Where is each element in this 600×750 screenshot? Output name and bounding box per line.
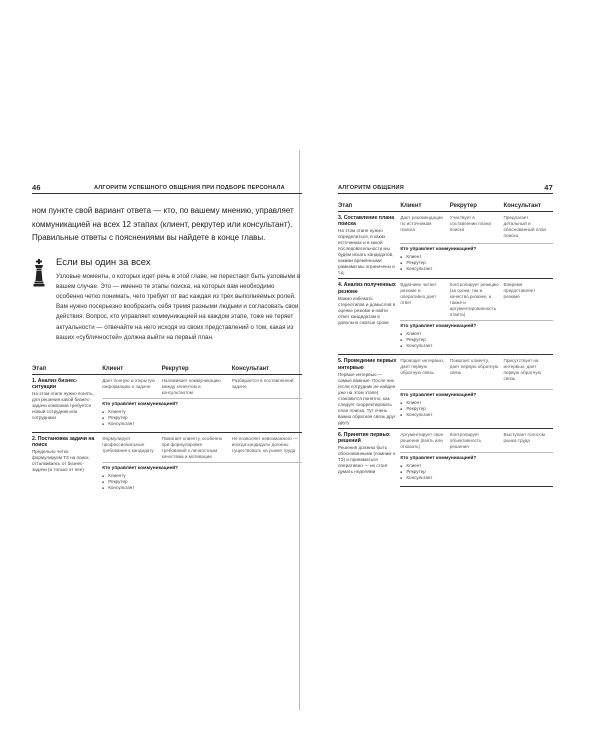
option-item: ■ Консультант — [102, 485, 298, 491]
right-page-number: 47 — [544, 183, 553, 192]
recruiter-cell: Контролирует реакцию (за сроки, так и качество резюме, а также и аргументированность ответа) — [450, 279, 504, 321]
consultant-cell: Разбирается в поставленной задаче — [231, 377, 294, 389]
option-item: ■ Клиент — [400, 331, 549, 337]
stage-description: На этом этапе нужно понять, для решения какой бизнес-задачи компании требуется новый сотрудник или сотрудники — [32, 391, 94, 421]
option-item: ■ Консультант — [400, 412, 549, 418]
col-header-client: Клиент — [400, 202, 449, 212]
intro-paragraph: ном пункте свой вариант ответа — кто, по вашему мнению, управляет коммуникацией на всех 12 этапах (клиент, рекрутер или консультант). Правильные ответы с пояснениями вы найдете в конце главы. — [32, 206, 294, 242]
stage-cell — [338, 428, 400, 486]
stage-description: Решения должны быть обоснованными (помним о ТЗ) и приниматься оперативно — не стоит думать неделями — [338, 445, 396, 475]
option-item: ■ Клиент — [400, 463, 549, 469]
section-title: Если вы один за всех — [56, 256, 151, 268]
client-cell: Проводит интервью, дает первую обратную связь — [400, 355, 449, 389]
stage-cell — [338, 212, 400, 279]
stage-cell — [32, 432, 102, 496]
stage-cell — [32, 374, 102, 432]
left-page — [32, 182, 302, 496]
table-row — [338, 355, 553, 389]
options-list — [400, 400, 549, 418]
stage-description: Важно избежать стереотипов и домыслов в оценке резюме и найти ответ кандидатам в довольно сжатые сроки — [338, 295, 396, 325]
col-header-recruiter: Рекрутер — [162, 365, 232, 375]
table-row — [32, 374, 302, 398]
who-question: Кто управляет коммуникацией? — [400, 455, 477, 461]
option-item: ■ Рекрутер — [102, 479, 298, 485]
right-stage-table — [338, 202, 553, 487]
table-row — [338, 212, 553, 244]
chess-king-icon — [32, 259, 46, 287]
consultant-cell: Вовремя предоставляет резюме — [504, 279, 553, 321]
stage-cell — [338, 355, 400, 428]
col-header-client: Клиент — [102, 365, 161, 375]
stage-title: 3. Составление плана поиска — [338, 215, 395, 228]
stage-description: На этом этапе нужно определиться, в каких источниках и в какой последовательности мы будем искать кандидатов, какими временными рамками мы ограничены и т.д. — [338, 228, 395, 276]
recruiter-cell: Участвует в составлении плана поиска — [449, 215, 491, 232]
stage-cell — [338, 279, 400, 355]
option-item: ■ Рекрутер — [102, 415, 298, 421]
who-cell — [102, 462, 302, 496]
left-page-number: 46 — [32, 183, 41, 192]
stage-title: 6. Принятие первых решений — [338, 431, 390, 445]
consultant-cell: Выступает голосом рынка труда — [504, 428, 553, 452]
option-item: ■ Консультант — [102, 421, 298, 427]
recruiter-cell: Помогает клиенту, дает первую обратную связь — [450, 355, 504, 389]
recruiter-cell: Налаживает коммуникацию между клиентом и консультантом — [161, 377, 221, 395]
option-item: ■ Рекрутер — [400, 406, 549, 412]
left-page-header — [32, 182, 302, 194]
options-list — [400, 463, 549, 481]
option-item: ■ Клиент — [400, 254, 549, 260]
table-row — [338, 428, 553, 452]
client-cell: Вдумчиво читает резюме и оперативно дает ответ — [400, 279, 449, 321]
client-cell: Дает рекомендации по источникам поиска — [400, 215, 443, 232]
client-cell: Дает полную и открытую информацию о задаче — [102, 377, 155, 389]
sidebar-section — [32, 257, 302, 343]
option-item: ■ Консультант — [400, 343, 549, 349]
option-item: ■ Клиенту — [102, 473, 298, 479]
option-item: ■ Рекрутер — [400, 469, 549, 475]
consultant-cell: Не позволяет невозможного — иногда кандидаты должны существовать на рынке труда — [232, 432, 302, 462]
who-question: Кто управляет коммуникацией? — [102, 465, 179, 471]
col-header-stage: Этап — [338, 202, 400, 212]
stage-description: Предельно четко формулируем ТЗ на поиск, отталкиваясь от бизнес-задачи (а только от нее) — [32, 449, 90, 473]
client-cell: Формулирует профессиональные требования к кандидату — [102, 432, 161, 462]
who-question: Кто управляет коммуникацией? — [400, 324, 477, 330]
option-item: ■ Рекрутер — [400, 337, 549, 343]
options-list — [400, 331, 549, 349]
right-page-header — [338, 182, 553, 194]
col-header-consultant: Консультант — [504, 202, 553, 212]
col-header-recruiter: Рекрутер — [450, 202, 504, 212]
stage-title: 5. Проведение первых интервью — [338, 358, 397, 371]
right-page — [338, 182, 553, 487]
table-row — [32, 432, 302, 462]
who-question: Кто управляет коммуникацией? — [400, 246, 477, 252]
option-item: ■ Клиенту — [102, 409, 298, 415]
options-list — [102, 473, 298, 491]
stage-description: Первые интервью — самые важные. После них (если сотрудник не найден уже на этом этапе) становится понятно, как следует скорректировать план поиска. Тут очень важна обратная связь друг другу — [338, 371, 396, 425]
table-header-row — [338, 202, 553, 212]
options-list — [102, 409, 298, 427]
consultant-cell: Присутствует на интервью, дает первую обратную связь — [504, 355, 553, 389]
option-item: ■ Консультант — [400, 475, 549, 481]
option-item: ■ Клиент — [400, 400, 549, 406]
left-stage-table — [32, 365, 302, 496]
col-header-stage: Этап — [32, 365, 102, 375]
col-header-consultant: Консультант — [232, 365, 302, 375]
stage-title: 2. Постановка задачи на поиск — [32, 435, 95, 449]
table-header-row — [32, 365, 302, 375]
who-question: Кто управляет коммуникацией? — [400, 392, 477, 398]
who-cell — [400, 452, 553, 486]
who-cell — [400, 321, 553, 355]
option-item: ■ Рекрутер — [400, 260, 549, 266]
recruiter-cell: Помогает клиенту, особенно при формулировке требований к личностным качествам и мотивации — [162, 432, 232, 462]
consultant-cell: Предлагает детальный и обоснованный план поиска — [503, 215, 547, 238]
who-cell — [400, 389, 553, 428]
left-running-title: АЛГОРИТМ УСПЕШНОГО ОБЩЕНИЯ ПРИ ПОДБОРЕ ПЕРСОНАЛА — [94, 185, 285, 191]
option-item: ■ Консультант — [400, 266, 549, 272]
recruiter-cell: Контролирует объективность решения — [450, 428, 504, 452]
section-paragraph: Узловые моменты, о которых идет речь в этой главе, не перестают быть узловыми в вашем случае. Это — именно те этапы поиска, на которых вам необходимо особенно четко понимать, чего требует от вас каждая из трех выполняемых ролей. Вам нужно посерьезно вообразить себя тремя разными людьми и согласовать свои действия. Вопрос, кто управляет коммуникацией на каждом этапе, тоже не теряет актуальности — отвечайте на него исходя из своих представлений о том, какая из ваших «субличностей» должна выйти на первый план. — [56, 272, 301, 341]
table-row — [338, 279, 553, 321]
stage-title: 1. Анализ бизнес-ситуации — [32, 377, 78, 391]
client-cell: Аргументирует свое решение (взять или отказать) — [400, 428, 449, 452]
options-list — [400, 254, 549, 272]
stage-title: 4. Анализ полученных резюме — [338, 282, 396, 295]
who-cell — [400, 243, 553, 279]
who-cell — [102, 398, 302, 432]
right-running-title: АЛГОРИТМ ОБЩЕНИЯ — [338, 185, 404, 191]
who-question: Кто управляет коммуникацией? — [102, 401, 179, 407]
